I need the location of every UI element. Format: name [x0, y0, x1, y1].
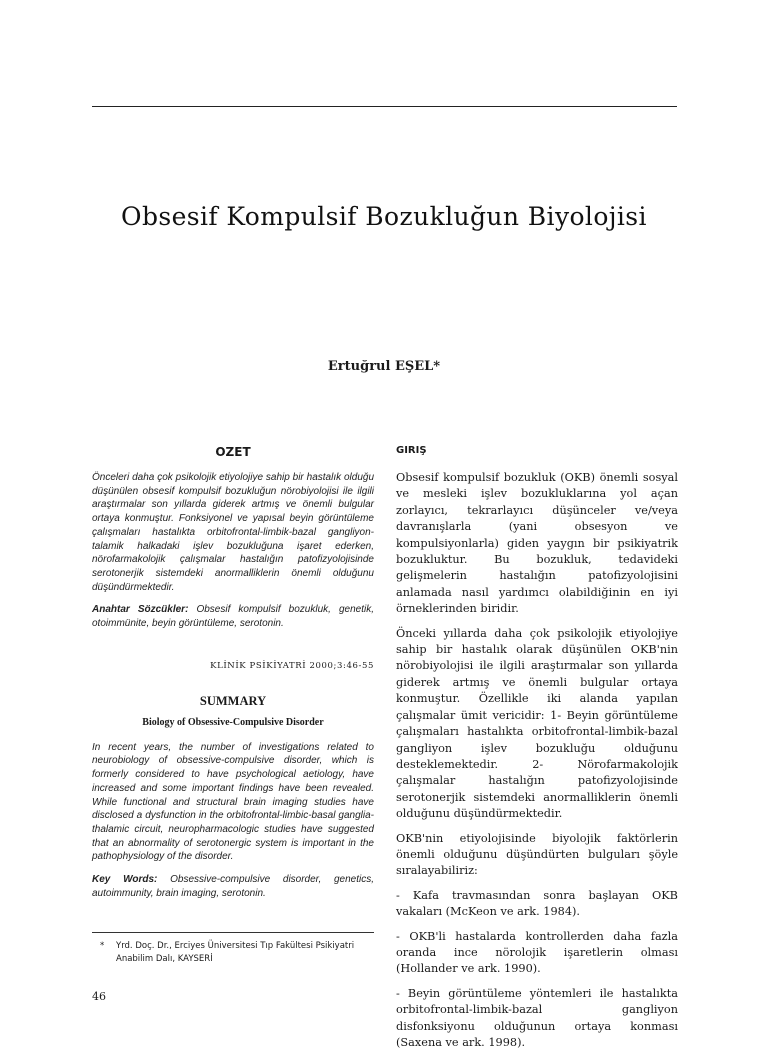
footnote-rule [92, 932, 374, 933]
summary-keywords [92, 873, 374, 900]
ozet-keywords-label: Anahtar Sözcükler: [92, 604, 189, 616]
ozet-heading: OZET [215, 445, 251, 459]
ozet-text: Önceleri daha çok psikolojik etiyolojiye sahip bir hastalık olduğu düşünülen obsesif kompulsif bozukluğun nörobiyolojisi ile ilgili araştırmalar son yıllarda giderek artmış ve önemli bulgular ortaya konmuştur. Fonksiyonel ve yapısal beyin görüntüleme çalışmaları hastalıkta orbitofrontal-limbik-bazal gangliyon-talamik halkadaki işlev bozukluğuna işaret ederken, nörofarmakolojik çalışmalar hastalığın patofizyolojisinde serotonerjik sistemdeki anormalliklerin önemli olduğunu düşündürmektedir. [92, 472, 374, 593]
summary-keywords-text: Obsessive-compulsive disorder, genetics, autoimmunity, brain imaging, serotonin. [92, 874, 375, 899]
list-item: - Kafa travmasından sonra başlayan OKB vakaları (McKeon ve ark. 1984). [396, 888, 678, 919]
left-column [92, 445, 374, 909]
list-item: - OKB'li hastalarda kontrollerden daha fazla oranda ince nörolojik işaretlerin olması (Hollander ve ark. 1990). [396, 929, 678, 976]
page-number: 46 [92, 990, 106, 1003]
summary-keywords-label: Key Words: [92, 874, 158, 886]
journal-citation: KLİNİK PSİKİYATRİ 2000;3:46-55 [210, 660, 374, 671]
article-title: Obsesif Kompulsif Bozukluğun Biyolojisi [121, 202, 647, 231]
body-paragraph: Önceki yıllarda daha çok psikolojik etiyolojiye sahip bir hastalık olarak düşünülen OKB'nin nörobiyolojisi ile ilgili araştırmalar son yıllarda giderek artmış ve önemli bulgular ortaya konmuştur. Özellikle iki alanda yapılan çalışmalar ümit vericidir: 1- Beyin görüntüleme çalışmaları hastalıkta orbitofrontal-limbik-bazal gangliyon işlev bozukluğu olduğunu desteklemektedir. 2- Nörofarmakolojik çalışmalar hastalığın patofizyolojisinde serotonerjik sistemdeki anormalliklerin önemli olduğunu düşündürmektedir. [396, 626, 678, 821]
footnote-text: Yrd. Doç. Dr., Erciyes Üniversitesi Tıp Fakültesi Psikiyatri Anabilim Dalı, KAYSERİ [116, 941, 355, 964]
giris-heading: GIRIŞ [396, 445, 427, 456]
ozet-keywords-text: Obsesif kompulsif bozukluk, genetik, otoimmünite, beyin görüntüleme, serotonin. [92, 604, 374, 630]
footnote-mark: * [100, 941, 105, 951]
body-paragraph: OKB'nin etiyolojisinde biyolojik faktörlerin önemli olduğunu düşündürten bulguları şöyle sıralayabiliriz: [396, 831, 678, 878]
summary-text: In recent years, the number of investigations related to neurobiology of obsessive-compulsive disorder, which is formerly considered to have psychological aetiology, have increased and some important findings have been revealed. While functional and structural brain imaging studies have disclosed a dysfunction in the orbitofrontal-limbic-basal ganglia-thalamic circuit, neuropharmacologic studies have suggested that an abnormality of serotonergic system is important in the pathophysiology of the disorder. [92, 741, 374, 863]
footnote [100, 940, 380, 965]
body-paragraph: Obsesif kompulsif bozukluk (OKB) önemli sosyal ve mesleki işlev bozukluklarına yol açan zorlayıcı, tekrarlayıcı düşünceler ve/veya davranışlarla (yani obsesyon ve kompulsiyonlarla) giden yaygın bir psikiyatrik bozukluktur. Bu bozukluk, tedavideki gelişmelerin hastalığın patofizyolojisini anlamada nasıl yardımcı olabildiğinin en iyi örneklerinden biridir. [396, 471, 678, 616]
author-name: Ertuğrul EŞEL* [327, 359, 441, 374]
right-column [396, 445, 678, 1059]
list-item: - Beyin görüntüleme yöntemleri ile hastalıkta orbitofrontal-limbik-bazal gangliyon disfonksiyonu olduğunun ortaya konması (Saxena ve ark. 1998). [396, 986, 678, 1049]
ozet-keywords [92, 603, 374, 630]
top-rule [92, 106, 677, 107]
summary-heading: SUMMARY [199, 693, 267, 708]
summary-subtitle: Biology of Obsessive-Compulsive Disorder [142, 716, 324, 728]
